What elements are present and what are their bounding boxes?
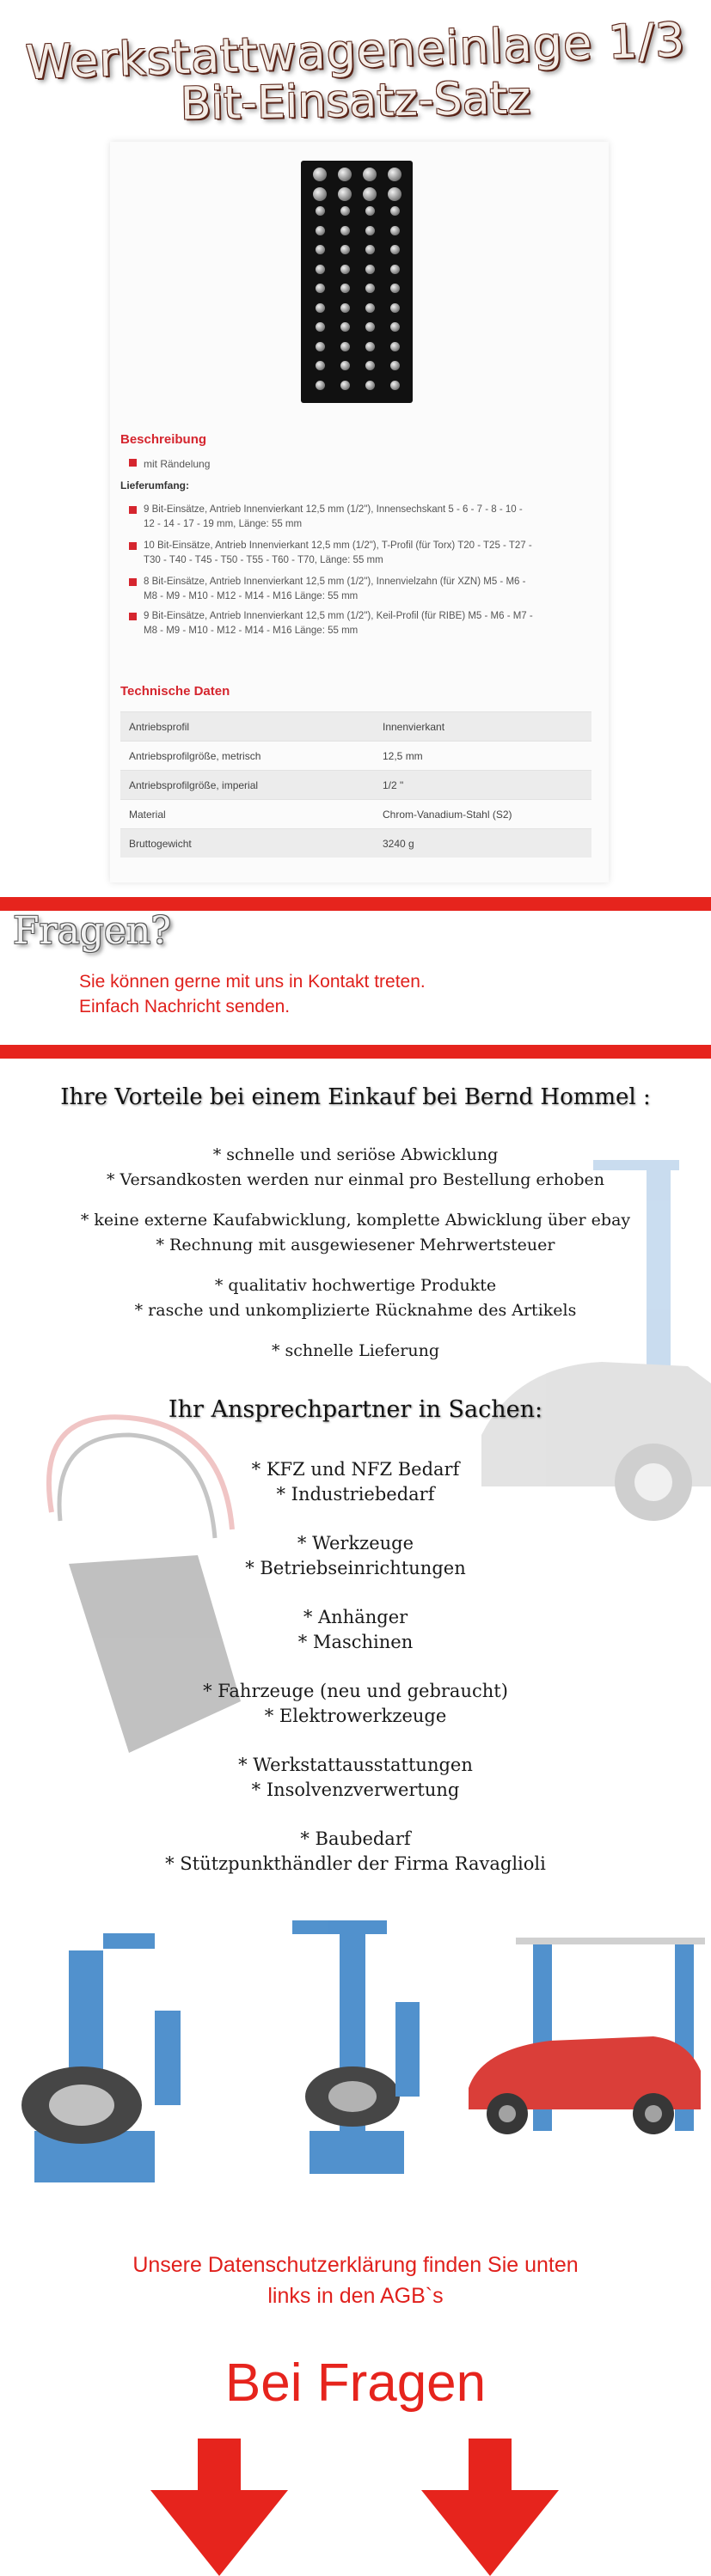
ansprechpartner-item: * Werkstattausstattungen [238, 1755, 473, 1775]
arrow-down-icon [421, 2439, 559, 2576]
ansprechpartner-item: * Stützpunkthändler der Firma Ravaglioli [165, 1853, 546, 1874]
ansprechpartner-item: * Baubedarf [300, 1828, 411, 1849]
bit-insert [365, 284, 375, 293]
bit-insert [390, 381, 400, 390]
contact-line: Einfach Nachricht senden. [79, 997, 291, 1016]
ansprechpartner-item: * Industriebedarf [276, 1484, 435, 1505]
ansprechpartner-item: * Werkzeuge [297, 1533, 414, 1554]
bit-insert [338, 168, 352, 181]
vorteile-heading: Ihre Vorteile bei einem Einkauf bei Bernd Hommel : [60, 1084, 651, 1110]
lieferumfang-item [129, 575, 608, 604]
bit-insert [365, 361, 375, 370]
beschreibung-heading: Beschreibung [120, 432, 207, 447]
table-cell-key: Bruttogewicht [120, 829, 374, 858]
bit-insert [390, 284, 400, 293]
bit-insert [316, 265, 325, 274]
bit-insert [365, 265, 375, 274]
ansprechpartner-heading: Ihr Ansprechpartner in Sachen: [168, 1396, 543, 1423]
bit-insert [316, 206, 325, 216]
table-row [120, 712, 591, 742]
datenschutz-line: links in den AGB`s [267, 2284, 444, 2308]
lieferumfang-item [129, 609, 608, 638]
bit-insert [338, 187, 352, 201]
bit-insert [363, 187, 377, 201]
table-cell-value: Innenvierkant [374, 712, 591, 742]
bit-insert [313, 187, 327, 201]
bit-insert [390, 206, 400, 216]
table-cell-key: Antriebsprofilgröße, imperial [120, 771, 374, 800]
vorteil-item: * Rechnung mit ausgewiesener Mehrwertsteuer [156, 1236, 555, 1254]
lieferumfang-line: 9 Bit-Einsätze, Antrieb Innenvierkant 12,5 mm (1/2"), Keil-Profil (für RIBE) M5 - M6 - M7 - [144, 611, 533, 621]
bit-insert [390, 265, 400, 274]
lieferumfang-line: T30 - T40 - T45 - T50 - T55 - T60 - T70, Länge: 55 mm [144, 555, 383, 565]
table-row [120, 800, 591, 829]
bit-insert [316, 322, 325, 332]
table-cell-key: Antriebsprofil [120, 712, 374, 742]
bit-insert [316, 381, 325, 390]
bit-insert [388, 187, 401, 201]
bit-insert [316, 245, 325, 254]
technische-daten-heading: Technische Daten [120, 684, 230, 699]
bit-insert [365, 322, 375, 332]
vorteil-item: * qualitativ hochwertige Produkte [214, 1276, 497, 1295]
lieferumfang-line: 10 Bit-Einsätze, Antrieb Innenvierkant 12,5 mm (1/2"), T-Profil (für Torx) T20 - T25 - T27 - [144, 540, 532, 551]
machines-illustration [0, 1899, 711, 2208]
bit-insert [390, 322, 400, 332]
bit-insert [340, 342, 350, 351]
lieferumfang-line: M8 - M9 - M10 - M12 - M14 - M16 Länge: 55 mm [144, 591, 359, 601]
vorteil-item: * schnelle und seriöse Abwicklung [212, 1145, 499, 1164]
table-cell-value: 3240 g [374, 829, 591, 858]
table-row [120, 771, 591, 800]
bit-insert [316, 342, 325, 351]
table-cell-key: Material [120, 800, 374, 829]
vorteil-item: * Versandkosten werden nur einmal pro Bestellung erhoben [106, 1170, 605, 1189]
lieferumfang-label: Lieferumfang: [120, 479, 190, 491]
beschreibung-item: mit Rändelung [129, 457, 210, 472]
bit-insert [340, 284, 350, 293]
bit-insert [340, 226, 350, 235]
bit-insert [316, 303, 325, 313]
table-cell-value: 12,5 mm [374, 742, 591, 771]
bit-insert [388, 168, 401, 181]
bit-insert [390, 226, 400, 235]
bit-insert [340, 303, 350, 313]
fragen-heading: Fragen? [13, 909, 171, 953]
technische-daten-table [120, 711, 591, 858]
contact-text[interactable] [79, 969, 426, 1019]
ansprechpartner-item: * Maschinen [297, 1632, 414, 1652]
lieferumfang-item [129, 539, 608, 568]
vorteil-item: * schnelle Lieferung [271, 1341, 440, 1360]
datenschutz-text[interactable] [0, 2249, 711, 2311]
bit-insert [365, 206, 375, 216]
red-divider-bottom [0, 1045, 711, 1059]
table-row [120, 742, 591, 771]
bit-insert [340, 245, 350, 254]
bit-insert [365, 226, 375, 235]
lieferumfang-line: 8 Bit-Einsätze, Antrieb Innenvierkant 12,5 mm (1/2"), Innenvielzahn (für XZN) M5 - M6 - [144, 577, 526, 587]
bit-insert [365, 303, 375, 313]
lieferumfang-line: M8 - M9 - M10 - M12 - M14 - M16 Länge: 55 mm [144, 626, 359, 636]
ansprechpartner-item: * Betriebseinrichtungen [245, 1558, 466, 1578]
down-arrows [0, 2439, 711, 2576]
bit-insert [340, 265, 350, 274]
bit-insert [365, 381, 375, 390]
contact-line: Sie können gerne mit uns in Kontakt treten. [79, 972, 426, 992]
ansprechpartner-item: * KFZ und NFZ Bedarf [251, 1459, 460, 1480]
page-title-line2: Bit-Einsatz-Satz [180, 72, 531, 131]
bit-insert [340, 381, 350, 390]
ansprechpartner-item: * Anhänger [303, 1607, 408, 1627]
bit-insert [316, 361, 325, 370]
ansprechpartner-list [0, 1457, 711, 1877]
table-cell-value: 1/2 " [374, 771, 591, 800]
bit-insert [340, 206, 350, 216]
bit-insert [365, 245, 375, 254]
bit-insert [313, 168, 327, 181]
ansprechpartner-item: * Insolvenzverwertung [251, 1779, 460, 1800]
bit-insert [316, 284, 325, 293]
tire-changer-icon [292, 1920, 420, 2174]
car-lift-icon [469, 1938, 705, 2134]
tire-changer-icon [21, 1933, 181, 2182]
arrow-down-icon [150, 2439, 288, 2576]
page-title-line1: Werkstattwageneinlage 1/3 [24, 12, 687, 90]
bit-insert [390, 303, 400, 313]
vorteil-item: * rasche und unkomplizierte Rücknahme des Artikels [134, 1301, 577, 1320]
bit-insert [340, 361, 350, 370]
table-cell-key: Antriebsprofilgröße, metrisch [120, 742, 374, 771]
bit-insert [365, 342, 375, 351]
bit-insert [390, 245, 400, 254]
bei-fragen-heading: Bei Fragen [224, 2353, 487, 2413]
product-image-tray [301, 161, 413, 403]
ansprechpartner-item: * Fahrzeuge (neu und gebraucht) [203, 1681, 508, 1701]
ansprechpartner-item: * Elektrowerkzeuge [264, 1706, 447, 1726]
bit-insert [363, 168, 377, 181]
bit-insert [390, 361, 400, 370]
bit-insert [390, 342, 400, 351]
lieferumfang-item [129, 503, 608, 532]
table-cell-value: Chrom-Vanadium-Stahl (S2) [374, 800, 591, 829]
lieferumfang-line: 12 - 14 - 17 - 19 mm, Länge: 55 mm [144, 519, 303, 529]
lieferumfang-line: 9 Bit-Einsätze, Antrieb Innenvierkant 12,5 mm (1/2"), Innensechskant 5 - 6 - 7 - 8 - 10 - [144, 504, 523, 515]
vorteile-list [0, 1143, 711, 1364]
bit-insert [316, 226, 325, 235]
vorteil-item: * keine externe Kaufabwicklung, komplette Abwicklung über ebay [80, 1211, 631, 1230]
table-row [120, 829, 591, 858]
datenschutz-line: Unsere Datenschutzerklärung finden Sie unten [132, 2253, 579, 2277]
bit-insert [340, 322, 350, 332]
